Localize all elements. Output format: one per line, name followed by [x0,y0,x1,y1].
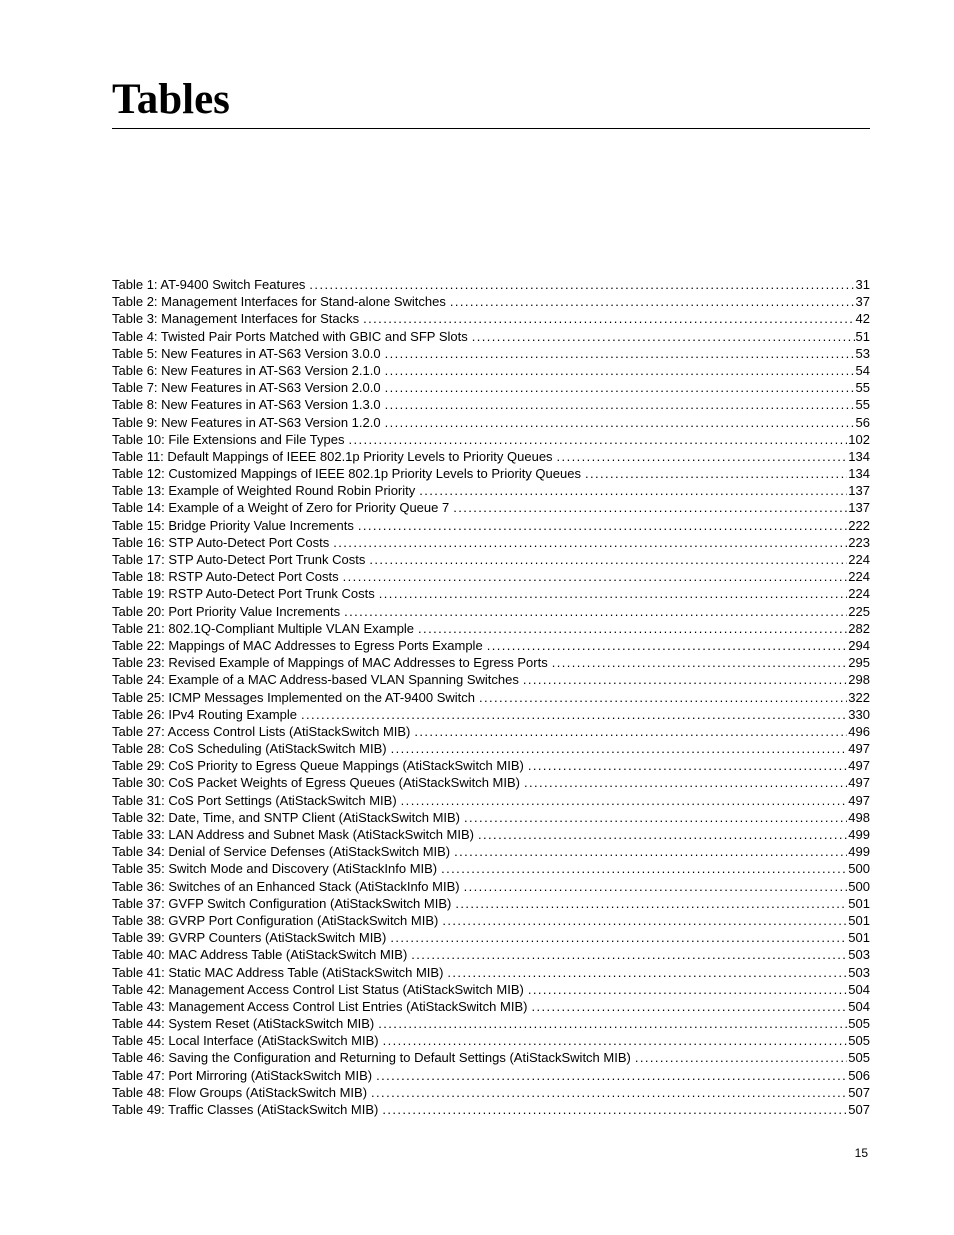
toc-entry[interactable] [112,379,870,396]
toc-entry-page: 282 [848,620,870,636]
toc-entry-page: 137 [848,483,870,499]
toc-entry[interactable] [112,895,870,912]
toc-entry[interactable] [112,620,870,637]
toc-entry-page: 499 [848,844,870,860]
toc-entry[interactable] [112,1067,870,1084]
toc-entry[interactable] [112,912,870,929]
dot-leader [585,465,847,482]
dot-leader [454,843,847,860]
page-number: 15 [854,1146,868,1160]
toc-entry[interactable] [112,465,870,482]
dot-leader [301,706,847,723]
dot-leader [371,1084,847,1101]
toc-entry[interactable] [112,637,870,654]
toc-entry-label: Table 11: Default Mappings of IEEE 802.1p Priority Levels to Priority Queues [112,448,553,464]
dot-leader [411,946,847,963]
toc-entry-page: 225 [848,603,870,619]
dot-leader [487,637,848,654]
dot-leader [382,1101,847,1118]
dot-leader [447,964,847,981]
toc-entry-page: 498 [848,809,870,825]
toc-entry-label: Table 1: AT-9400 Switch Features [112,277,306,292]
toc-entry[interactable] [112,551,870,568]
toc-entry-page: 37 [855,294,870,310]
dot-leader [441,860,847,877]
toc-entry-page: 134 [848,466,870,482]
toc-entry-page: 501 [848,930,870,946]
toc-entry-label: Table 5: New Features in AT-S63 Version 3.0.0 [112,345,381,361]
dot-leader [472,328,855,345]
dot-leader [450,293,855,310]
toc-entry-label: Table 39: GVRP Counters (AtiStackSwitch MIB) [112,930,387,946]
toc-entry-label: Table 14: Example of a Weight of Zero for Priority Queue 7 [112,500,450,516]
dot-leader [378,1015,847,1032]
toc-entry-label: Table 38: GVRP Port Configuration (AtiStackSwitch MIB) [112,912,439,928]
toc-entry-label: Table 45: Local Interface (AtiStackSwitch MIB) [112,1033,379,1049]
toc-entry-page: 506 [848,1067,870,1083]
toc-entry-page: 31 [855,277,870,292]
toc-entry-page: 501 [848,912,870,928]
toc-entry-page: 507 [848,1102,870,1117]
dot-leader [453,499,847,516]
dot-leader [343,568,848,585]
dot-leader [528,981,847,998]
toc-entry-label: Table 8: New Features in AT-S63 Version 1.3.0 [112,397,381,413]
dot-leader [348,431,847,448]
toc-entry-label: Table 48: Flow Groups (AtiStackSwitch MIB) [112,1084,368,1100]
toc-entry-label: Table 32: Date, Time, and SNTP Client (AtiStackSwitch MIB) [112,809,461,825]
toc-entry-label: Table 35: Switch Mode and Discovery (AtiStackInfo MIB) [112,861,438,877]
dot-leader [524,774,847,791]
toc-entry-label: Table 19: RSTP Auto-Detect Port Trunk Costs [112,586,375,602]
dot-leader [309,276,854,293]
toc-entry-label: Table 12: Customized Mappings of IEEE 802.1p Priority Levels to Priority Queues [112,466,581,482]
toc-entry-page: 496 [848,723,870,739]
toc-entry-page: 223 [848,534,870,550]
toc-entry[interactable] [112,345,870,362]
dot-leader [479,689,847,706]
toc-entry[interactable] [112,843,870,860]
toc-entry-page: 505 [848,1016,870,1032]
toc-entry[interactable] [112,740,870,757]
toc-entry[interactable] [112,654,870,671]
toc-entry[interactable] [112,860,870,877]
toc-entry-label: Table 17: STP Auto-Detect Port Trunk Costs [112,552,366,567]
toc-entry-label: Table 37: GVFP Switch Configuration (AtiStackSwitch MIB) [112,895,452,911]
toc-entry[interactable] [112,723,870,740]
toc-entry-page: 504 [848,981,870,997]
dot-leader [455,895,847,912]
toc-entry-page: 53 [855,345,870,361]
toc-entry[interactable] [112,310,870,327]
toc-entry-page: 497 [848,792,870,808]
toc-entry-page: 224 [848,552,870,567]
toc-entry-page: 499 [848,827,870,842]
page-title: Tables [112,76,230,123]
dot-leader [385,345,855,362]
toc-entry-label: Table 7: New Features in AT-S63 Version 2.0.0 [112,380,381,396]
toc-entry[interactable] [112,1015,870,1032]
toc-entry-label: Table 22: Mappings of MAC Addresses to Egress Ports Example [112,637,483,653]
toc-entry-page: 504 [848,998,870,1014]
toc-entry[interactable] [112,757,870,774]
dot-leader [464,809,847,826]
toc-entry-label: Table 40: MAC Address Table (AtiStackSwitch MIB) [112,947,408,963]
toc-entry[interactable] [112,706,870,723]
toc-entry-label: Table 9: New Features in AT-S63 Version 1.2.0 [112,414,381,430]
dot-leader [391,740,848,757]
dot-leader [531,998,847,1015]
toc-entry-label: Table 29: CoS Priority to Egress Queue Mappings (AtiStackSwitch MIB) [112,758,524,774]
toc-entry-label: Table 13: Example of Weighted Round Robin Priority [112,483,416,499]
dot-leader [635,1049,847,1066]
dot-leader [390,929,847,946]
toc-entry[interactable] [112,396,870,413]
toc-entry[interactable] [112,809,870,826]
toc-entry-page: 500 [848,878,870,894]
toc-entry[interactable] [112,774,870,791]
toc-entry-page: 295 [848,655,870,671]
toc-entry-page: 503 [848,947,870,963]
toc-entry-page: 51 [855,328,870,344]
toc-entry-page: 497 [848,758,870,774]
toc-entry[interactable] [112,276,870,293]
toc-entry[interactable] [112,1032,870,1049]
dot-leader [464,878,848,895]
toc-entry[interactable] [112,1101,870,1118]
toc-entry-page: 54 [855,362,870,378]
toc-entry[interactable] [112,448,870,465]
toc-entry-label: Table 33: LAN Address and Subnet Mask (AtiStackSwitch MIB) [112,827,475,842]
toc-entry-label: Table 21: 802.1Q-Compliant Multiple VLAN Example [112,620,415,636]
dot-leader [419,482,847,499]
toc-entry-label: Table 4: Twisted Pair Ports Matched with GBIC and SFP Slots [112,328,468,344]
toc-entry-page: 137 [848,500,870,516]
dot-leader [528,757,847,774]
toc-entry[interactable] [112,826,870,843]
dot-leader [523,671,847,688]
table-list [112,276,870,1118]
toc-entry[interactable] [112,517,870,534]
dot-leader [358,517,847,534]
title-divider [112,128,870,129]
dot-leader [414,723,847,740]
toc-entry-label: Table 23: Revised Example of Mappings of MAC Addresses to Egress Ports [112,655,548,671]
toc-entry-page: 507 [848,1084,870,1100]
dot-leader [478,826,847,843]
toc-entry[interactable] [112,585,870,602]
toc-entry[interactable] [112,603,870,620]
toc-entry-label: Table 44: System Reset (AtiStackSwitch MIB) [112,1016,375,1032]
dot-leader [385,414,855,431]
toc-entry-label: Table 10: File Extensions and File Types [112,431,345,447]
toc-entry[interactable] [112,689,870,706]
dot-leader [385,362,855,379]
toc-entry[interactable] [112,482,870,499]
toc-entry-label: Table 31: CoS Port Settings (AtiStackSwitch MIB) [112,792,397,808]
toc-entry-label: Table 18: RSTP Auto-Detect Port Costs [112,569,339,585]
toc-entry[interactable] [112,1084,870,1101]
toc-entry-page: 134 [848,448,870,464]
toc-entry-page: 505 [848,1050,870,1066]
toc-entry[interactable] [112,534,870,551]
dot-leader [376,1067,847,1084]
toc-entry-page: 55 [855,397,870,413]
toc-entry[interactable] [112,1049,870,1066]
toc-entry[interactable] [112,293,870,310]
toc-entry-label: Table 16: STP Auto-Detect Port Costs [112,534,330,550]
dot-leader [385,396,855,413]
dot-leader [344,603,847,620]
toc-entry[interactable] [112,568,870,585]
toc-entry-page: 330 [848,706,870,722]
toc-entry-page: 505 [848,1033,870,1049]
toc-entry-label: Table 3: Management Interfaces for Stacks [112,311,360,327]
toc-entry-page: 102 [848,431,870,447]
toc-entry-label: Table 34: Denial of Service Defenses (AtiStackSwitch MIB) [112,844,451,860]
toc-entry[interactable] [112,946,870,963]
toc-entry[interactable] [112,414,870,431]
dot-leader [401,792,848,809]
toc-entry-page: 322 [848,689,870,705]
toc-entry-page: 224 [848,586,870,602]
toc-entry-label: Table 49: Traffic Classes (AtiStackSwitch MIB) [112,1102,379,1117]
toc-entry[interactable] [112,431,870,448]
toc-entry[interactable] [112,362,870,379]
toc-entry-label: Table 43: Management Access Control List Entries (AtiStackSwitch MIB) [112,998,528,1014]
toc-entry-page: 224 [848,569,870,585]
toc-entry-label: Table 36: Switches of an Enhanced Stack (AtiStackInfo MIB) [112,878,460,894]
toc-entry-label: Table 2: Management Interfaces for Stand-alone Switches [112,294,446,310]
toc-entry-page: 501 [848,895,870,911]
toc-entry[interactable] [112,671,870,688]
dot-leader [333,534,847,551]
toc-entry-label: Table 47: Port Mirroring (AtiStackSwitch MIB) [112,1067,373,1083]
toc-entry-label: Table 30: CoS Packet Weights of Egress Queues (AtiStackSwitch MIB) [112,775,520,791]
toc-entry-page: 55 [855,380,870,396]
toc-entry-page: 500 [848,861,870,877]
toc-entry-label: Table 24: Example of a MAC Address-based VLAN Spanning Switches [112,672,519,688]
toc-entry-page: 503 [848,964,870,980]
toc-entry-label: Table 15: Bridge Priority Value Increments [112,517,354,533]
toc-entry-label: Table 20: Port Priority Value Increments [112,603,341,619]
toc-entry[interactable] [112,998,870,1015]
toc-entry-page: 294 [848,637,870,653]
toc-entry-label: Table 28: CoS Scheduling (AtiStackSwitch MIB) [112,741,387,757]
toc-entry-page: 42 [855,311,870,327]
toc-entry-page: 56 [855,414,870,430]
toc-entry-label: Table 42: Management Access Control List Status (AtiStackSwitch MIB) [112,981,524,997]
toc-entry-label: Table 25: ICMP Messages Implemented on the AT-9400 Switch [112,689,475,705]
dot-leader [418,620,847,637]
toc-entry-page: 222 [848,517,870,533]
toc-entry[interactable] [112,929,870,946]
dot-leader [379,585,848,602]
toc-entry-page: 497 [848,775,870,791]
toc-entry-page: 298 [848,672,870,688]
toc-entry-label: Table 41: Static MAC Address Table (AtiStackSwitch MIB) [112,964,444,980]
toc-entry[interactable] [112,964,870,981]
dot-leader [363,310,854,327]
dot-leader [369,551,847,568]
toc-entry[interactable] [112,792,870,809]
toc-entry[interactable] [112,499,870,516]
toc-entry-label: Table 26: IPv4 Routing Example [112,706,297,722]
dot-leader [557,448,848,465]
toc-entry[interactable] [112,878,870,895]
dot-leader [552,654,848,671]
dot-leader [442,912,847,929]
dot-leader [383,1032,848,1049]
dot-leader [385,379,855,396]
toc-entry[interactable] [112,328,870,345]
toc-entry-label: Table 27: Access Control Lists (AtiStackSwitch MIB) [112,723,411,739]
toc-entry[interactable] [112,981,870,998]
toc-entry-page: 497 [848,741,870,757]
toc-entry-label: Table 46: Saving the Configuration and Returning to Default Settings (AtiStackSwitch MIB) [112,1050,631,1066]
toc-entry-label: Table 6: New Features in AT-S63 Version 2.1.0 [112,362,381,378]
